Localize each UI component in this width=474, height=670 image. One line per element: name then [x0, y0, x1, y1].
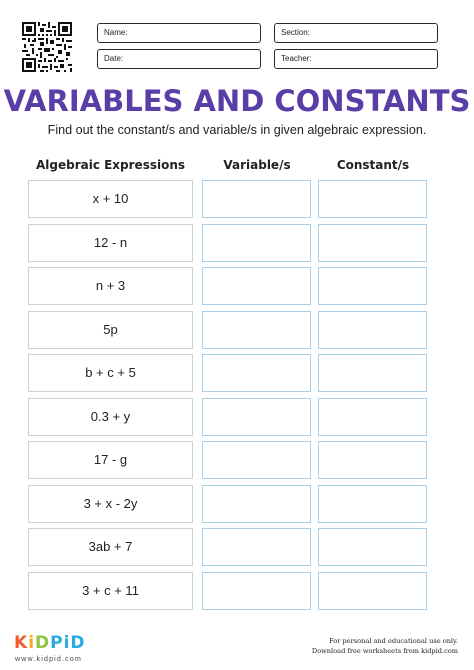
usage-note: For personal and educational use only.	[329, 637, 458, 645]
expression-cell: 12 - n	[28, 224, 193, 262]
name-field[interactable]	[97, 23, 261, 43]
variable-answer-box[interactable]	[202, 354, 311, 392]
section-field[interactable]	[274, 23, 438, 43]
column-header-variables: Variable/s	[223, 158, 291, 172]
expression-cell: n + 3	[28, 267, 193, 305]
expression-cell: 3 + c + 11	[28, 572, 193, 610]
date-label: Date:	[104, 54, 124, 63]
variable-answer-box[interactable]	[202, 572, 311, 610]
variable-answer-box[interactable]	[202, 528, 311, 566]
expression-cell: 3 + x - 2y	[28, 485, 193, 523]
variable-answer-box[interactable]	[202, 441, 311, 479]
variable-answer-box[interactable]	[202, 398, 311, 436]
variable-answer-box[interactable]	[202, 485, 311, 523]
expression-cell: 3ab + 7	[28, 528, 193, 566]
qr-code-icon	[22, 22, 72, 72]
variable-answer-box[interactable]	[202, 267, 311, 305]
column-header-expressions: Algebraic Expressions	[35, 158, 186, 172]
expression-cell: b + c + 5	[28, 354, 193, 392]
constant-answer-box[interactable]	[318, 354, 427, 392]
teacher-label: Teacher:	[281, 54, 312, 63]
column-header-constants: Constant/s	[336, 158, 410, 172]
instruction-text: Find out the constant/s and variable/s in given algebraic expression.	[47, 123, 427, 137]
kidpid-logo: KiDPiD	[14, 633, 86, 653]
constant-answer-box[interactable]	[318, 224, 427, 262]
variable-answer-box[interactable]	[202, 224, 311, 262]
expression-cell: 0.3 + y	[28, 398, 193, 436]
page-title: VARIABLES AND CONSTANTS	[3, 84, 471, 118]
constant-answer-box[interactable]	[318, 311, 427, 349]
constant-answer-box[interactable]	[318, 572, 427, 610]
name-label: Name:	[104, 28, 128, 37]
expression-cell: 5p	[28, 311, 193, 349]
variable-answer-box[interactable]	[202, 311, 311, 349]
constant-answer-box[interactable]	[318, 398, 427, 436]
expression-cell: x + 10	[28, 180, 193, 218]
constant-answer-box[interactable]	[318, 528, 427, 566]
constant-answer-box[interactable]	[318, 180, 427, 218]
constant-answer-box[interactable]	[318, 441, 427, 479]
expression-cell: 17 - g	[28, 441, 193, 479]
download-note: Download free worksheets from kidpid.com	[311, 647, 458, 655]
site-url: www.kidpid.com	[15, 656, 82, 663]
constant-answer-box[interactable]	[318, 485, 427, 523]
variable-answer-box[interactable]	[202, 180, 311, 218]
teacher-field[interactable]	[274, 49, 438, 69]
section-label: Section:	[281, 28, 310, 37]
date-field[interactable]	[97, 49, 261, 69]
constant-answer-box[interactable]	[318, 267, 427, 305]
